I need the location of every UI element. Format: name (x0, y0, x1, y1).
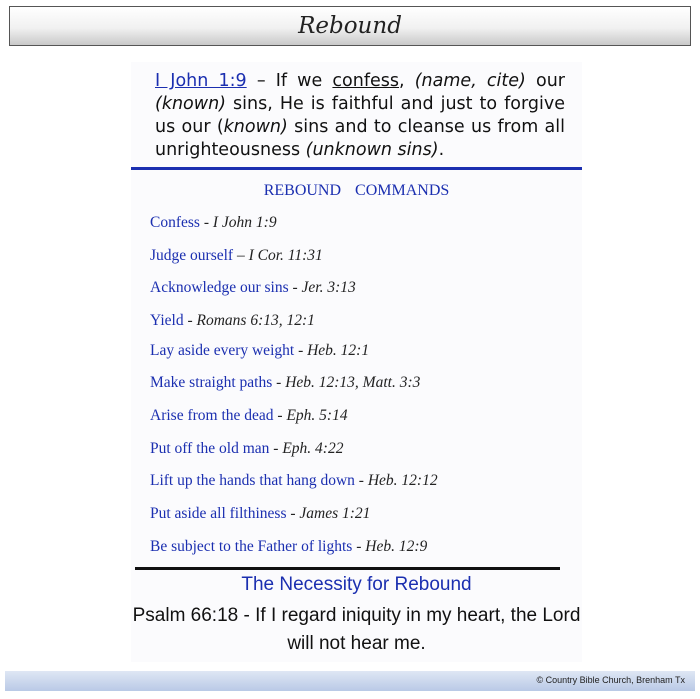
command-label: Lift up the hands that hang down (150, 472, 355, 489)
copyright-text: © Country Bible Church, Brenham Tx (536, 675, 685, 685)
command-item: Acknowledge our sins - Jer. 3:13 (150, 279, 356, 296)
verse-text: . (438, 140, 445, 160)
command-label: Yield (150, 312, 184, 329)
command-label: Judge ourself (150, 247, 234, 264)
command-item: Confess - I John 1:9 (150, 214, 277, 231)
command-item: Put aside all filthiness - James 1:21 (150, 505, 371, 522)
command-item: Lay aside every weight - Heb. 12:1 (150, 342, 370, 359)
verse-text: sins and to cleanse us from all unrighteousness (155, 117, 566, 160)
command-item: Lift up the hands that hang down - Heb. 12:12 (150, 472, 438, 489)
commands-heading: REBOUND COMMANDS (263, 182, 450, 199)
command-item: Make straight paths - Heb. 12:13, Matt. 3:3 (150, 374, 421, 391)
verse-note: (known) (155, 94, 226, 114)
command-reference: Heb. 12:13, Matt. 3:3 (285, 374, 421, 391)
divider (135, 567, 560, 570)
necessity-heading: The Necessity for Rebound (241, 574, 472, 595)
command-item: Yield - Romans 6:13, 12:1 (150, 312, 315, 329)
verse-reference-link[interactable]: I John 1:9 (155, 71, 247, 91)
key-verse (155, 70, 565, 162)
command-item: Judge ourself – I Cor. 11:31 (150, 247, 323, 264)
command-reference: Eph. 4:22 (282, 440, 344, 457)
command-label: Acknowledge our sins (150, 279, 289, 296)
command-label: Put off the old man (150, 440, 270, 457)
verse-text: , (399, 71, 415, 91)
command-item: Be subject to the Father of lights - Heb. 12:9 (150, 538, 428, 555)
psalm-verse: Psalm 66:18 - If I regard iniquity in my heart, the Lord will not hear me. (132, 605, 581, 654)
command-label: Confess (150, 214, 200, 231)
command-label: Be subject to the Father of lights (150, 538, 353, 555)
verse-note: known) (223, 117, 288, 137)
verse-note: (unknown sins) (305, 140, 439, 160)
command-reference: Heb. 12:12 (367, 472, 438, 489)
command-reference: Eph. 5:14 (286, 407, 348, 424)
verse-text: our (525, 71, 565, 91)
verse-confess: confess (332, 71, 400, 91)
command-reference: I Cor. 11:31 (248, 247, 323, 264)
command-reference: Jer. 3:13 (301, 279, 356, 296)
footer-bar (5, 671, 695, 691)
command-label: Arise from the dead (150, 407, 274, 424)
command-reference: James 1:21 (299, 505, 371, 522)
verse-text: sins, He is faithful and just to forgive us our ( (155, 94, 565, 137)
command-reference: I John 1:9 (212, 214, 277, 231)
command-label: Put aside all filthiness (150, 505, 287, 522)
command-item: Put off the old man - Eph. 4:22 (150, 440, 344, 457)
page-title: Rebound (9, 6, 691, 46)
command-reference: Heb. 12:9 (365, 538, 428, 555)
command-label: Make straight paths (150, 374, 273, 391)
divider (131, 167, 582, 170)
command-item: Arise from the dead - Eph. 5:14 (150, 407, 348, 424)
command-reference: Heb. 12:1 (307, 342, 370, 359)
verse-note: (name, cite) (414, 71, 526, 91)
command-reference: Romans 6:13, 12:1 (196, 312, 315, 329)
verse-text: – If we (246, 71, 333, 91)
command-label: Lay aside every weight (150, 342, 295, 359)
